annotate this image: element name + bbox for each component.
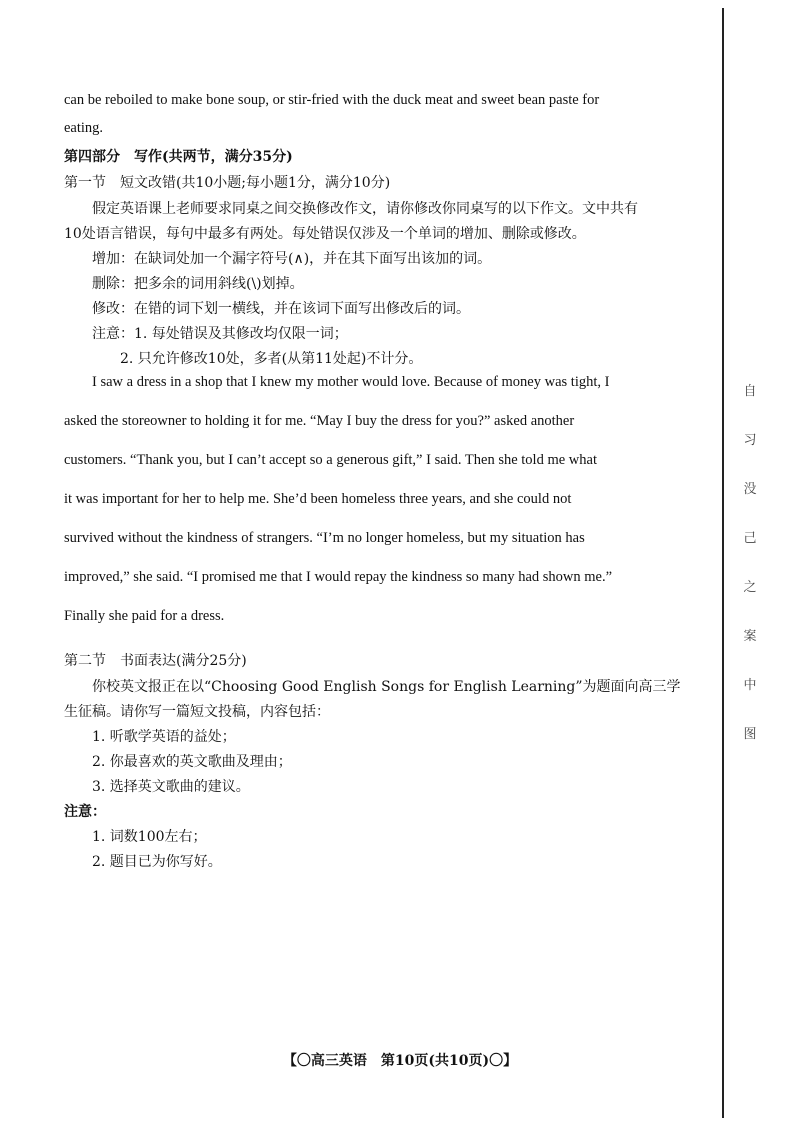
instruction-text: 假定英语课上老师要求同桌之间交换修改作文，请你修改你同桌写的以下作文。文中共有: [92, 201, 638, 217]
passage-line: Finally she paid for a dress.: [64, 608, 225, 624]
passage-line: survived without the kindness of strangers. “I’m no longer homeless, but my situation has: [64, 530, 585, 546]
passage-line: it was important for her to help me. She’d been homeless three years, and she could not: [64, 491, 572, 507]
note-line: 注意：1. 每处错误及其修改均仅限一词；: [92, 326, 348, 342]
section-heading: 第一节 短文改错(共10小题;每小题1分，满分10分): [64, 175, 391, 191]
instruction-text: 生征稿。请你写一篇短文投稿，内容包括：: [64, 704, 330, 720]
passage-line: asked the storeowner to holding it for me. “May I buy the dress for you?” asked another: [64, 413, 575, 429]
margin-char: 自: [743, 384, 757, 399]
margin-char: 没: [743, 482, 757, 497]
margin-char: 己: [743, 531, 757, 546]
section-heading: 第二节 书面表达(满分25分): [64, 653, 247, 669]
note-line: 1. 词数100左右；: [92, 829, 207, 845]
note-line: 2. 题目已为你写好。: [92, 854, 222, 870]
instruction-add: 增加：在缺词处加一个漏字符号(∧)，并在其下面写出该加的词。: [92, 251, 492, 267]
content-item: 3. 选择英文歌曲的建议。: [92, 779, 250, 795]
page-footer: 【〇高三英语 第10页(共10页)〇】: [282, 1053, 518, 1069]
instruction-modify: 修改：在错的词下划一横线，并在该词下面写出修改后的词。: [92, 301, 470, 317]
instruction-delete: 删除：把多余的词用斜线(\)划掉。: [92, 276, 304, 292]
passage-line: improved,” she said. “I promised me that I would repay the kindness so many had shown me.”: [64, 569, 613, 585]
margin-char: 案: [743, 629, 757, 644]
margin-char: 图: [743, 727, 757, 742]
instruction-text: 你校英文报正在以“Choosing Good English Songs for English Learning”为题面向高三学: [92, 679, 681, 695]
margin-char: 习: [743, 433, 757, 448]
instruction-text: 10处语言错误，每句中最多有两处。每处错误仅涉及一个单词的增加、删除或修改。: [64, 226, 586, 242]
part-heading: 第四部分 写作(共两节，满分35分): [64, 149, 293, 165]
margin-char: 中: [743, 678, 757, 693]
content-item: 1. 听歌学英语的益处；: [92, 729, 236, 745]
margin-characters: [738, 380, 762, 772]
reading-tail-line: eating.: [64, 120, 104, 136]
margin-char: 之: [743, 580, 757, 595]
reading-tail-line: can be reboiled to make bone soup, or stir-fried with the duck meat and sweet bean paste for: [64, 92, 600, 108]
content-item: 2. 你最喜欢的英文歌曲及理由；: [92, 754, 292, 770]
passage-line: customers. “Thank you, but I can’t accept so a generous gift,” I said. Then she told me what: [64, 452, 597, 468]
passage-line: I saw a dress in a shop that I knew my mother would love. Because of money was tight, I: [92, 374, 610, 390]
note-line: 2. 只允许修改10处，多者(从第11处起)不计分。: [120, 351, 423, 367]
note-label: 注意：: [64, 804, 106, 820]
margin-rule: [722, 8, 724, 1118]
